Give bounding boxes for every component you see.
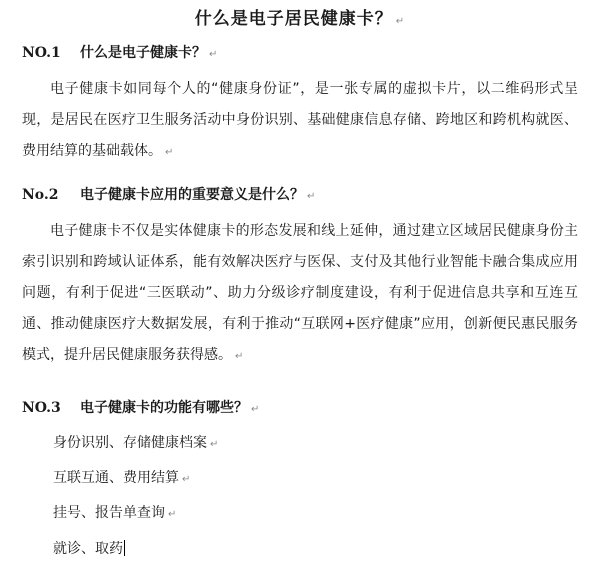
- section-2-body: [22, 216, 578, 372]
- function-item-4-text: 就诊、取药: [53, 541, 123, 557]
- paragraph-mark-icon: ↵: [307, 191, 316, 202]
- function-item-1-text: 身份识别、存储健康档案: [53, 435, 207, 451]
- section-3-number: NO.3: [22, 400, 61, 416]
- paragraph-mark-icon: ↵: [251, 404, 260, 415]
- section-2-heading: [22, 184, 315, 208]
- function-item-2: [53, 467, 190, 491]
- section-3-heading-text: 电子健康卡的功能有哪些？: [80, 400, 248, 416]
- section-1-heading-text: 什么是电子健康卡？: [80, 45, 206, 61]
- document-title: [0, 6, 600, 35]
- paragraph-mark-icon: ↵: [182, 474, 191, 485]
- function-item-1: [53, 432, 218, 456]
- section-2-body-text: 电子健康卡不仅是实体健康卡的形态发展和线上延伸，通过建立区域居民健康身份主索引识别和跨域认证体系，能有效解决医疗与医保、支付及其他行业智能卡融合集成应用问题，有利于促进“三医联动”、助力分级诊疗制度建设，有利于促进信息共享和互连互通、推动健康医疗大数据发展，有利于推动“互联网+医疗健康”应用，创新便民惠民服务模式，提升居民健康服务获得感。: [22, 223, 578, 363]
- paragraph-mark-icon: ↵: [209, 49, 218, 60]
- section-1-body: [22, 74, 578, 168]
- section-1-number: NO.1: [22, 45, 61, 61]
- section-1-heading: [22, 42, 217, 66]
- function-item-3-text: 挂号、报告单查询: [53, 505, 165, 521]
- document-title-text: 什么是电子居民健康卡？: [194, 9, 393, 29]
- section-2-heading-text: 电子健康卡应用的重要意义是什么？: [80, 187, 304, 203]
- section-3-heading: [22, 397, 259, 421]
- function-item-3: [53, 502, 176, 526]
- paragraph-mark-icon: ↵: [168, 509, 177, 520]
- text-cursor: [124, 540, 125, 556]
- function-item-4: [53, 538, 125, 560]
- function-item-2-text: 互联互通、费用结算: [53, 470, 179, 486]
- section-2-number: No.2: [22, 187, 59, 203]
- section-1-body-text: 电子健康卡如同每个人的“健康身份证”，是一张专属的虚拟卡片，以二维码形式呈现，是居民在医疗卫生服务活动中身份识别、基础健康信息存储、跨地区和跨机构就医、费用结算的基础载体。: [22, 81, 578, 159]
- paragraph-mark-icon: ↵: [165, 147, 174, 158]
- paragraph-mark-icon: ↵: [210, 439, 219, 450]
- paragraph-mark-icon: ↵: [395, 16, 406, 27]
- paragraph-mark-icon: ↵: [235, 351, 244, 362]
